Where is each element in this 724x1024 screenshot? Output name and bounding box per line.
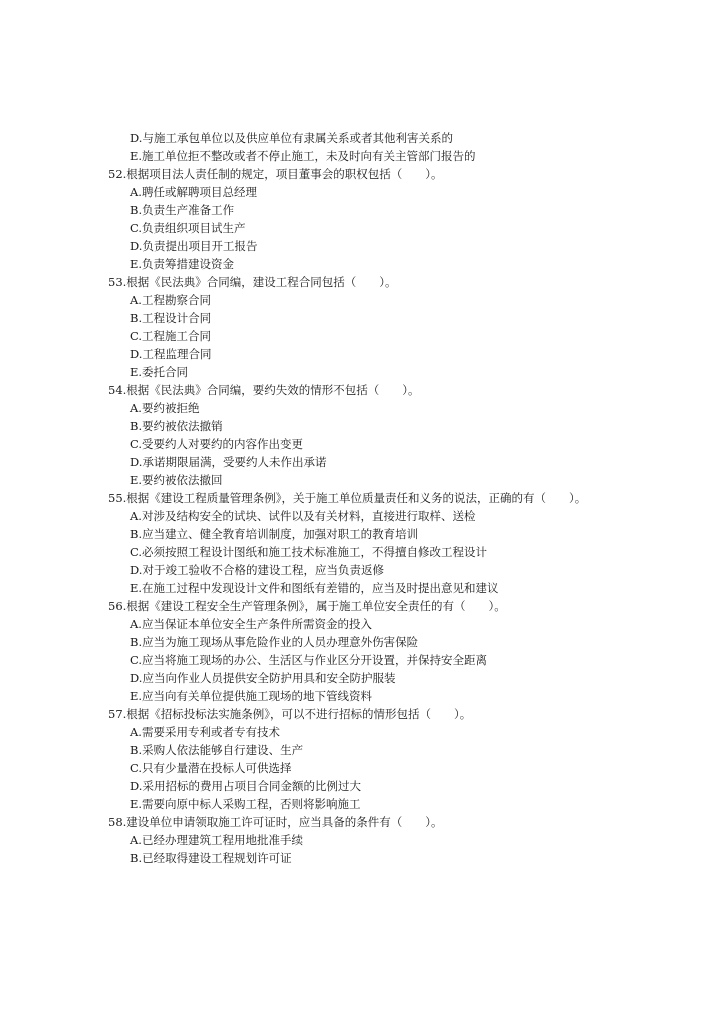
answer-option: D.采用招标的费用占项目合同金额的比例过大 (130, 779, 361, 793)
question-stem: 52.根据项目法人责任制的规定，项目董事会的职权包括（ ）。 (108, 167, 443, 181)
question-stem: 56.根据《建设工程安全生产管理条例》，属于施工单位安全责任的有（ ）。 (108, 599, 506, 613)
answer-option: E.负责筹措建设资金 (130, 257, 235, 271)
answer-option: A.需要采用专利或者专有技术 (130, 725, 280, 739)
answer-option: C.受要约人对要约的内容作出变更 (130, 437, 304, 451)
answer-option: E.应当向有关单位提供施工现场的地下管线资料 (130, 689, 373, 703)
answer-option: B.负责生产准备工作 (130, 203, 235, 217)
answer-option: B.要约被依法撤销 (130, 419, 223, 433)
answer-option: A.要约被拒绝 (130, 401, 200, 415)
question-stem: 53.根据《民法典》合同编，建设工程合同包括（ ）。 (108, 275, 397, 289)
answer-option: B.工程设计合同 (130, 311, 212, 325)
question-stem: 58.建设单位申请领取施工许可证时，应当具备的条件有（ ）。 (108, 815, 443, 829)
answer-option: C.工程施工合同 (130, 329, 212, 343)
answer-option: D.对于竣工验收不合格的建设工程，应当负责返修 (130, 563, 384, 577)
question-list (108, 129, 668, 867)
answer-option: D.工程监理合同 (130, 347, 212, 361)
answer-option: A.工程勘察合同 (130, 293, 211, 307)
answer-option: E.需要向原中标人采购工程，否则将影响施工 (130, 797, 361, 811)
answer-option: D.应当向作业人员提供安全防护用具和安全防护服装 (130, 671, 396, 685)
answer-option: A.已经办理建筑工程用地批准手续 (130, 833, 303, 847)
answer-option: B.已经取得建设工程规划许可证 (130, 851, 292, 865)
answer-option: D.承诺期限届满，受要约人未作出承诺 (130, 455, 327, 469)
answer-option: E.在施工过程中发现设计文件和图纸有差错的，应当及时提出意见和建议 (130, 581, 499, 595)
answer-option: C.负责组织项目试生产 (130, 221, 246, 235)
question-stem: 57.根据《招标投标法实施条例》，可以不进行招标的情形包括（ ）。 (108, 707, 472, 721)
answer-option: C.必须按照工程设计图纸和施工技术标准施工，不得擅自修改工程设计 (130, 545, 488, 559)
answer-option: B.应当为施工现场从事危险作业的人员办理意外伤害保险 (130, 635, 419, 649)
answer-option: C.只有少量潜在投标人可供选择 (130, 761, 292, 775)
answer-option: D.与施工承包单位以及供应单位有隶属关系或者其他利害关系的 (130, 131, 453, 145)
answer-option: A.应当保证本单位安全生产条件所需资金的投入 (130, 617, 372, 631)
answer-option: B.应当建立、健全教育培训制度，加强对职工的教育培训 (130, 527, 419, 541)
answer-option: D.负责提出项目开工报告 (130, 239, 258, 253)
answer-option: E.委托合同 (130, 365, 189, 379)
answer-option: A.聘任或解聘项目总经理 (130, 185, 257, 199)
answer-option: E.施工单位拒不整改或者不停止施工，未及时向有关主管部门报告的 (130, 149, 476, 163)
answer-option: B.采购人依法能够自行建设、生产 (130, 743, 304, 757)
answer-option: E.要约被依法撤回 (130, 473, 223, 487)
question-stem: 54.根据《民法典》合同编，要约失效的情形不包括（ ）。 (108, 383, 420, 397)
answer-option: A.对涉及结构安全的试块、试件以及有关材料，直接进行取样、送检 (130, 509, 476, 523)
question-stem: 55.根据《建设工程质量管理条例》，关于施工单位质量责任和义务的说法，正确的有（ ）。 (108, 491, 587, 505)
answer-option: C.应当将施工现场的办公、生活区与作业区分开设置，并保持安全距离 (130, 653, 488, 667)
